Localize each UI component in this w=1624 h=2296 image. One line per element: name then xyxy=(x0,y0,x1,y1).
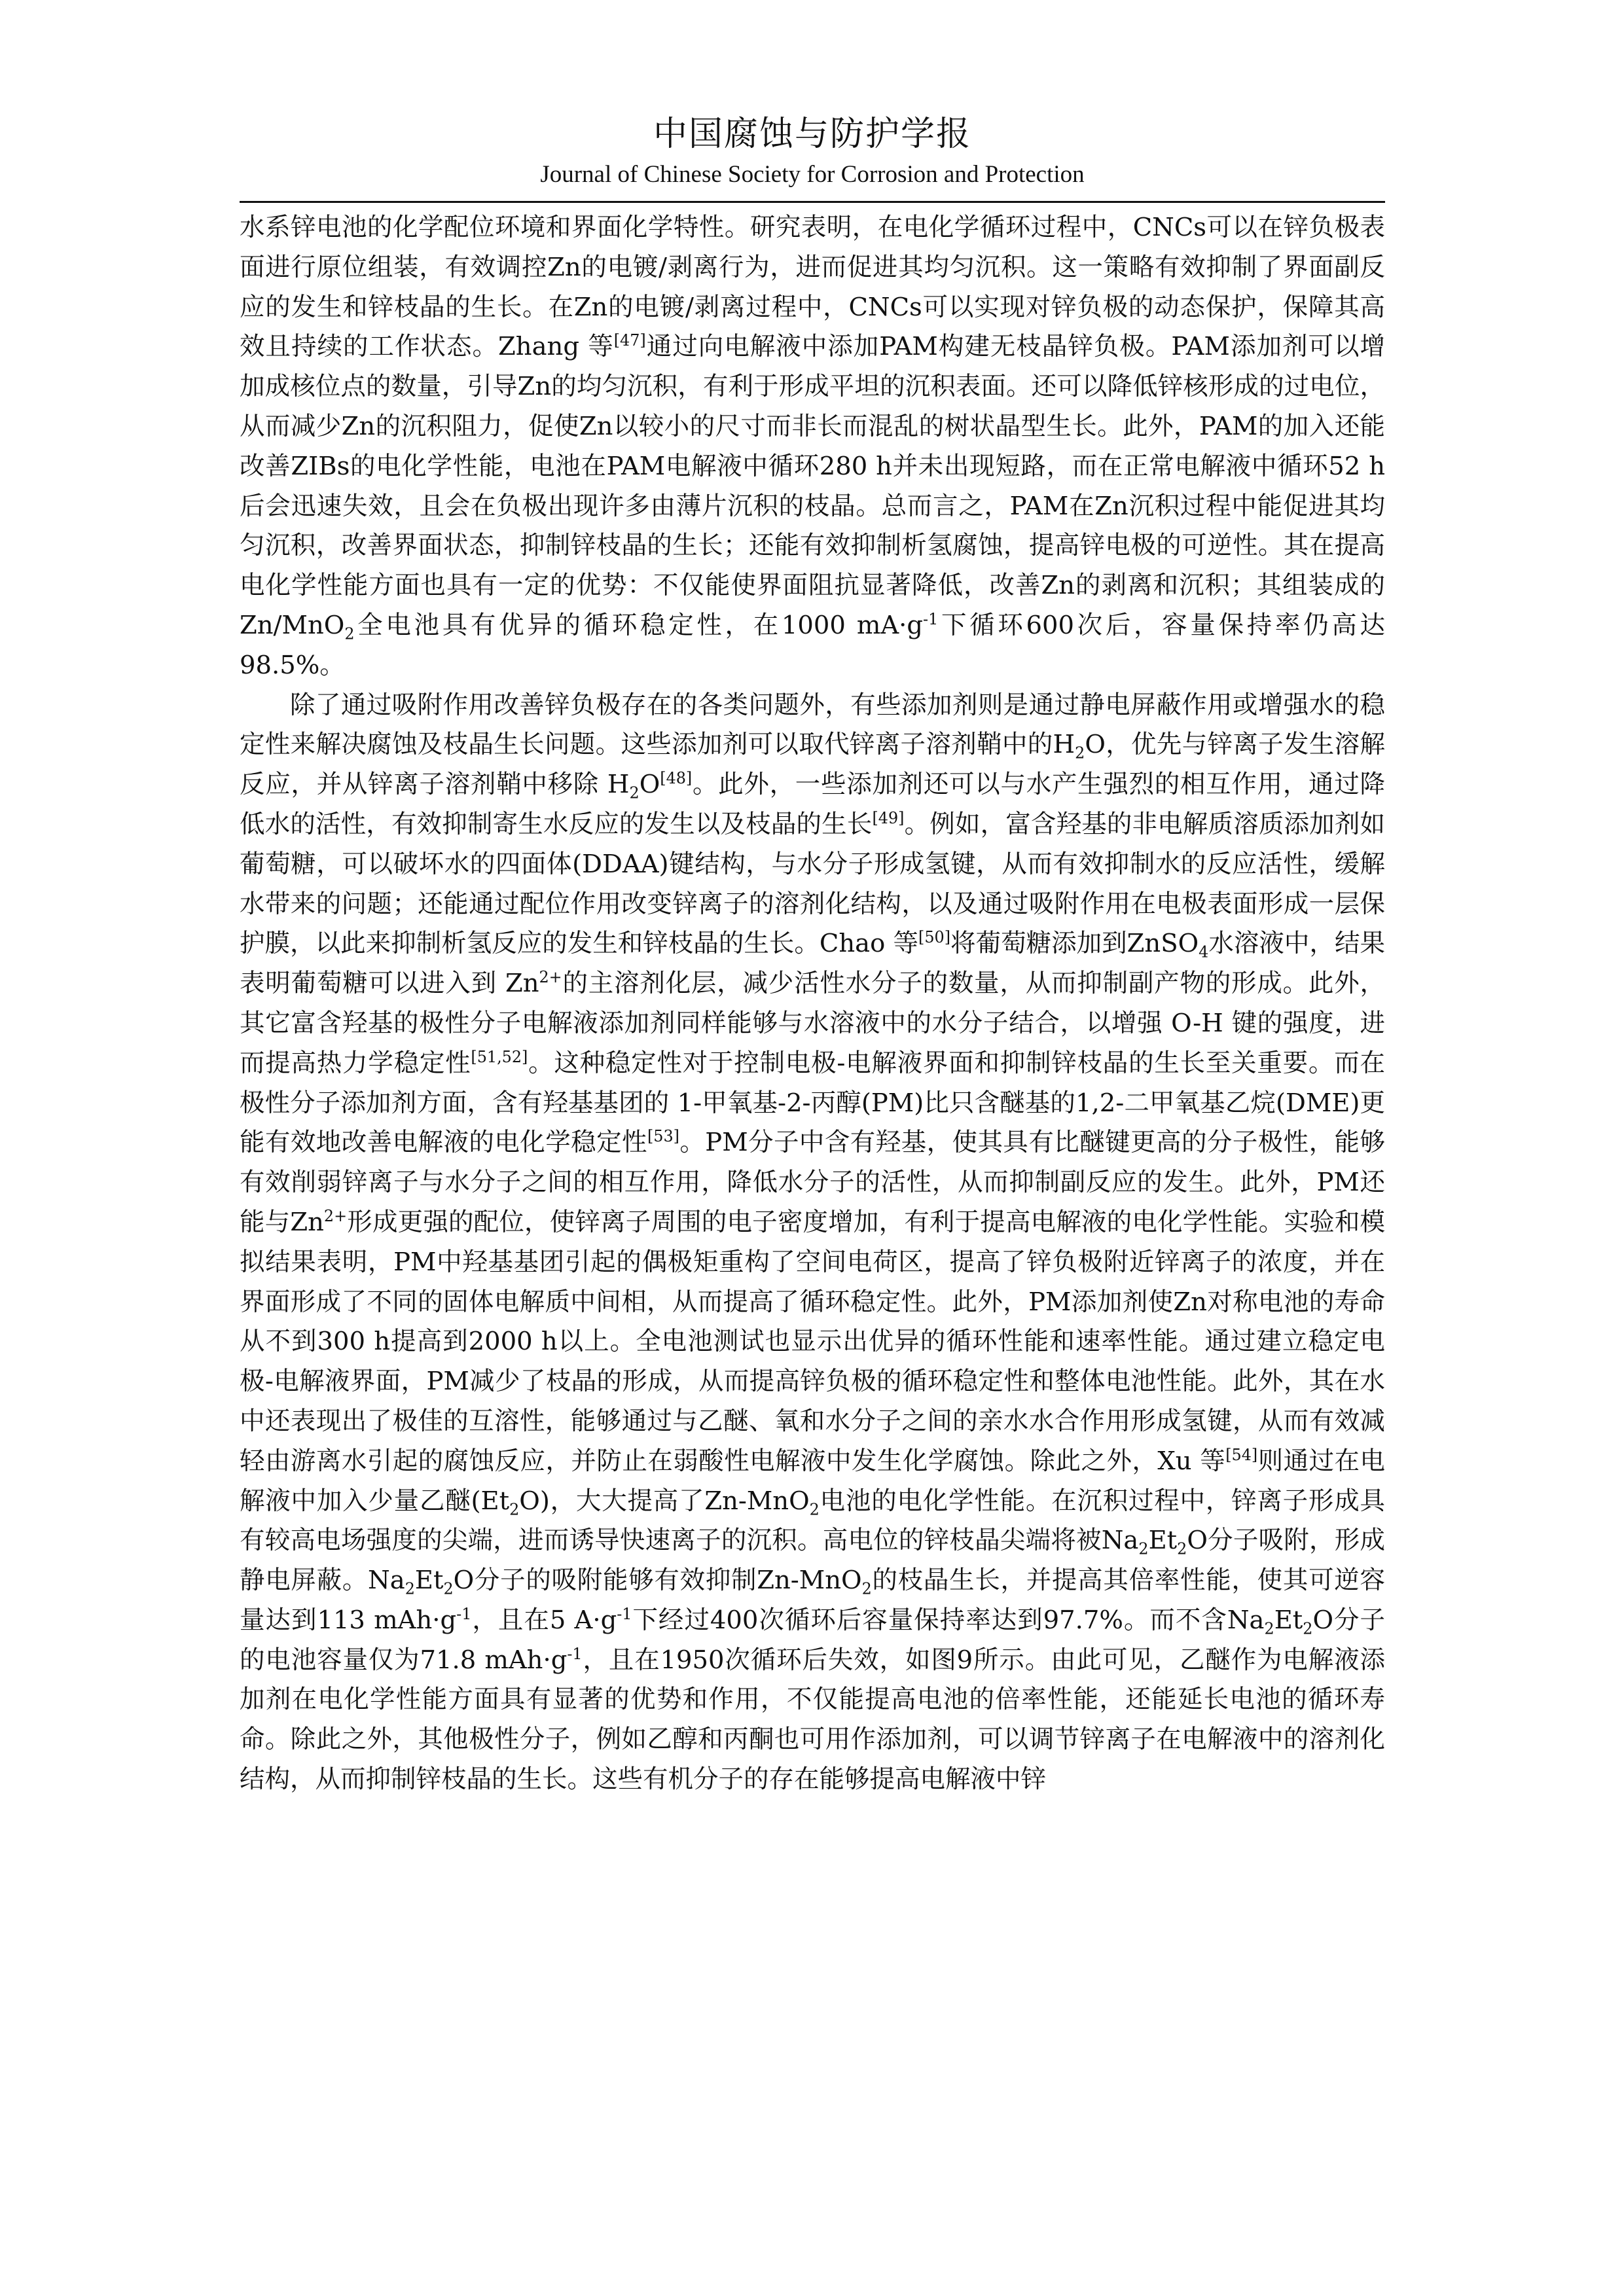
superscript: -1 xyxy=(923,610,939,629)
journal-title-en: Journal of Chinese Society for Corrosion and Protection xyxy=(540,161,1085,188)
article-body xyxy=(240,208,1385,1800)
text-run: O)，大大提高了Zn-MnO xyxy=(519,1486,810,1516)
journal-title-cn: 中国腐蚀与防护学报 xyxy=(653,115,971,154)
superscript: -1 xyxy=(456,1605,472,1624)
superscript: 2+ xyxy=(323,1207,348,1226)
superscript: [54] xyxy=(1225,1445,1258,1464)
text-run: ，且在5 A·g xyxy=(471,1605,617,1635)
text-run: 的主溶剂化层，减少活性水分子的数量，从而抑制副产物的形成。此外，其它富含羟基的极性分子电解液添加剂同样能够与水溶液中的水分子结合，以增强 O-H 键的强度，进而提高热力学稳定性 xyxy=(240,969,1385,1078)
subscript: 4 xyxy=(1199,943,1209,962)
text-run: 水系锌电池的化学配位环境和界面化学特性。研究表明，在电化学循环过程中，CNCs可以在锌负极表面进行原位组装，有效调控Zn的电镀/剥离行为，进而促进其均匀沉积。这一策略有效抑制了界面副反应的发生和锌枝晶的生长。在Zn的电镀/剥离过程中，CNCs可以实现对锌负极的动态保护，保障其高效且持续的工作状态。Zhang 等 xyxy=(240,213,1385,362)
subscript: 2 xyxy=(1075,744,1085,763)
subscript: 2 xyxy=(1138,1539,1149,1558)
subscript: 2 xyxy=(405,1579,415,1598)
text-run: O分子吸附，形成静电屏蔽。Na xyxy=(240,1526,1385,1596)
text-run: O分子的电池容量仅为71.8 mAh·g xyxy=(240,1605,1385,1675)
text-run: 。此外，一些添加剂还可以与水产生强烈的相互作用，通过降低水的活性，有效抑制寄生水反应的发生以及枝晶的生长 xyxy=(240,770,1385,839)
subscript: 2 xyxy=(344,624,355,643)
superscript: [50] xyxy=(918,928,951,947)
subscript: 2 xyxy=(1177,1539,1187,1558)
paragraph xyxy=(240,208,1385,686)
text-run: 则通过在电解液中加入少量乙醚(Et xyxy=(240,1446,1385,1516)
text-run: 电池的电化学性能。在沉积过程中，锌离子形成具有较高电场强度的尖端，进而诱导快速离子的沉积。高电位的锌枝晶尖端将被Na xyxy=(240,1486,1385,1556)
superscript: -1 xyxy=(617,1605,632,1624)
superscript: [51,52] xyxy=(471,1047,528,1066)
subscript: 2 xyxy=(1303,1619,1313,1638)
text-run: 。这种稳定性对于控制电极-电解液界面和抑制锌枝晶的生长至关重要。而在极性分子添加剂方面，含有羟基基团的 1-甲氧基-2-丙醇(PM)比只含醚基的1,2-二甲氧基乙烷(DME)更能有效地改善电解液的电化学稳定性 xyxy=(240,1048,1385,1158)
superscript: [49] xyxy=(872,809,905,828)
text-run: O分子的吸附能够有效抑制Zn-MnO xyxy=(453,1566,862,1596)
subscript: 2 xyxy=(509,1500,520,1519)
text-run: 。例如，富含羟基的非电解质溶质添加剂如葡萄糖，可以破坏水的四面体(DDAA)键结构，与水分子形成氢键，从而有效抑制水的反应活性，缓解水带来的问题；还能通过配位作用改变锌离子的溶剂化结构，以及通过吸附作用在电极表面形成一层保护膜，以此来抑制析氢反应的发生和锌枝晶的生长。Chao 等 xyxy=(240,809,1385,959)
paragraph xyxy=(240,686,1385,1800)
text-run: 通过向电解液中添加PAM构建无枝晶锌负极。PAM添加剂可以增加成核位点的数量，引导Zn的均匀沉积，有利于形成平坦的沉积表面。还可以降低锌核形成的过电位，从而减少Zn的沉积阻力，促使Zn以较小的尺寸而非长而混乱的树状晶型生长。此外，PAM的加入还能改善ZIBs的电化学性能，电池在PAM电解液中循环280 h并未出现短路，而在正常电解液中循环52 h后会迅速失效，且会在负极出现许多由薄片沉积的枝晶。总而言之，PAM在Zn沉积过程中能促进其均匀沉积，改善界面状态，抑制锌枝晶的生长；还能有效抑制析氢腐蚀，提高锌电极的可逆性。其在提高电化学性能方面也具有一定的优势：不仅能使界面阻抗显著降低，改善Zn的剥离和沉积；其组装成的Zn/MnO xyxy=(240,332,1385,640)
subscript: 2 xyxy=(809,1500,820,1519)
subscript: 2 xyxy=(1264,1619,1274,1638)
text-run: 水溶液中，结果表明葡萄糖可以进入到 Zn xyxy=(240,929,1385,999)
text-run: 形成更强的配位，使锌离子周围的电子密度增加，有利于提高电解液的电化学性能。实验和模拟结果表明，PM中羟基基团引起的偶极矩重构了空间电荷区，提高了锌负极附近锌离子的浓度，并在界面形成了不同的固体电解质中间相，从而提高了循环稳定性。此外，PM添加剂使Zn对称电池的寿命从不到300 h提高到2000 h以上。全电池测试也显示出优异的循环性能和速率性能。通过建立稳定电极-电解液界面，PM减少了枝晶的形成，从而提高锌负极的循环稳定性和整体电池性能。此外，其在水中还表现出了极佳的互溶性，能够通过与乙醚、氧和水分子之间的亲水水合作用形成氢键，从而有效减轻由游离水引起的腐蚀反应，并防止在弱酸性电解液中发生化学腐蚀。除此之外，Xu 等 xyxy=(240,1207,1386,1476)
superscript: 2+ xyxy=(539,968,562,987)
text-run: 将葡萄糖添加到ZnSO xyxy=(950,929,1199,959)
subscript: 2 xyxy=(629,783,640,802)
text-run: 全电池具有优异的循环稳定性，在1000 mA·g xyxy=(354,610,924,640)
text-run: 下经过400次循环后容量保持率达到97.7%。而不含Na xyxy=(632,1605,1265,1635)
text-run: 下循环600次后，容量保持率仍高达98.5%。 xyxy=(240,610,1385,680)
text-run: 除了通过吸附作用改善锌负极存在的各类问题外，有些添加剂则是通过静电屏蔽作用或增强水的稳定性来解决腐蚀及枝晶生长问题。这些添加剂可以取代锌离子溶剂鞘中的H xyxy=(240,690,1385,760)
text-run: Et xyxy=(1274,1605,1303,1635)
superscript: [48] xyxy=(660,769,693,788)
header-divider xyxy=(240,201,1385,203)
text-run: 。PM分子中含有羟基，使其具有比醚键更高的分子极性，能够有效削弱锌离子与水分子之间的相互作用，降低水分子的活性，从而抑制副反应的发生。此外，PM还能与Zn xyxy=(240,1128,1385,1237)
text-run: Et xyxy=(1148,1526,1178,1556)
superscript: [53] xyxy=(647,1127,679,1146)
text-run: Et xyxy=(414,1566,444,1596)
superscript: [47] xyxy=(613,331,646,350)
page-header xyxy=(240,111,1385,191)
subscript: 2 xyxy=(443,1579,454,1598)
subscript: 2 xyxy=(861,1579,872,1598)
text-run: O，优先与锌离子发生溶解反应，并从锌离子溶剂鞘中移除 H xyxy=(240,730,1385,800)
text-run: O xyxy=(639,770,660,800)
text-run: 的枝晶生长，并提高其倍率性能，使其可逆容量达到113 mAh·g xyxy=(240,1566,1385,1635)
text-run: ，且在1950次循环后失效，如图9所示。由此可见，乙醚作为电解液添加剂在电化学性能方面具有显著的优势和作用，不仅能提高电池的倍率性能，还能延长电池的循环寿命。除此之外，其他极性分子，例如乙醇和丙酮也可用作添加剂，可以调节锌离子在电解液中的溶剂化结构，从而抑制锌枝晶的生长。这些有机分子的存在能够提高电解液中锌 xyxy=(240,1645,1385,1795)
superscript: -1 xyxy=(567,1644,583,1663)
